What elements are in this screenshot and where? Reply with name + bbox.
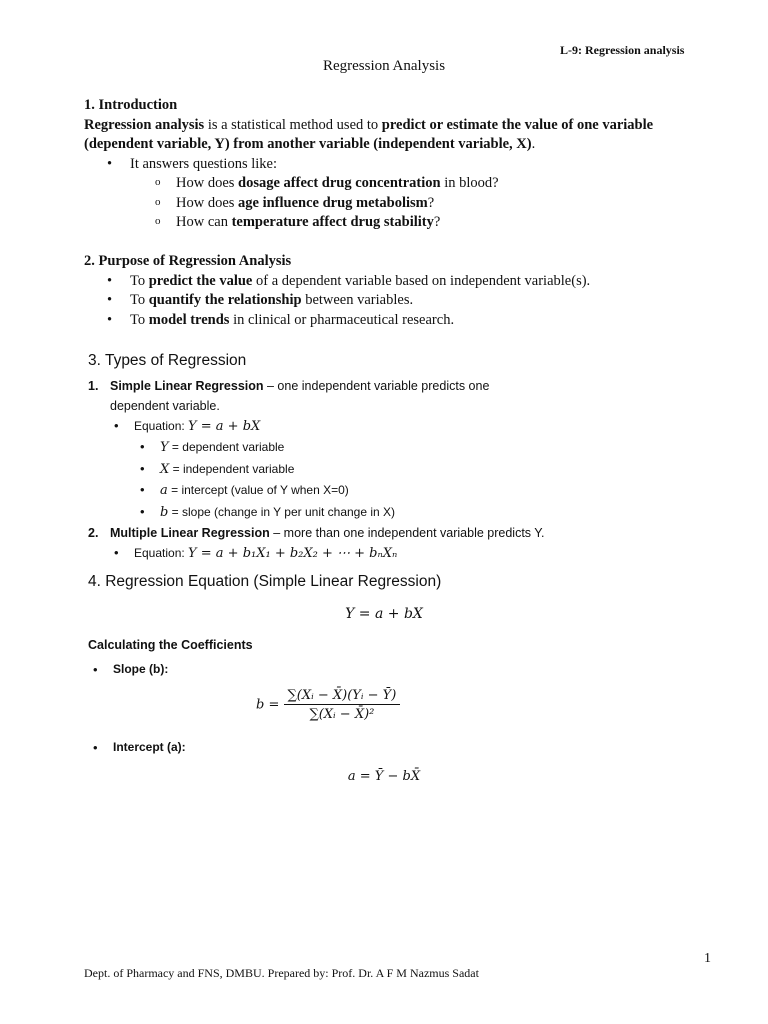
def-symbol: X (160, 461, 170, 477)
simple-regression-title: Simple Linear Regression (110, 379, 264, 393)
question-item (84, 213, 724, 233)
item-number: 2. (88, 526, 99, 540)
def-symbol: b (160, 504, 169, 520)
def-text: = independent variable (169, 461, 295, 476)
question-bold: age influence drug metabolism (238, 194, 428, 211)
question-post: ? (427, 194, 435, 211)
slope-bullet (93, 662, 169, 677)
slope-denominator: ∑(Xᵢ − X̄)² (309, 707, 375, 722)
intro-period: . (531, 136, 536, 152)
question-pre: How can (176, 214, 232, 230)
equation-label: Equation: (134, 546, 189, 560)
introduction-section (84, 96, 724, 233)
def-symbol: Y (160, 440, 169, 455)
simple-regression-item (88, 376, 550, 416)
bullet-dot: • (93, 662, 98, 677)
purpose-post: in clinical or pharmaceutical research. (229, 311, 455, 328)
def-symbol: a (160, 483, 168, 498)
definition-item (88, 502, 688, 524)
equation-heading: 4. Regression Equation (Simple Linear Regression) (88, 573, 442, 590)
definition-item (88, 437, 688, 459)
def-text: = intercept (value of Y when X=0) (167, 483, 349, 497)
equation-section (88, 573, 688, 591)
purpose-heading: 2. Purpose of Regression Analysis (84, 253, 292, 269)
slope-lhs: b = (256, 697, 280, 713)
purpose-bold: quantify the relationship (148, 292, 302, 308)
page-number: 1 (704, 951, 711, 966)
multiple-regression-desc: – more than one independent variable predicts Y. (269, 526, 545, 540)
question-item (84, 194, 724, 214)
types-heading: 3. Types of Regression (88, 352, 247, 369)
slope-fraction (284, 688, 401, 722)
purpose-section (84, 252, 724, 330)
multiple-equation (88, 543, 688, 564)
simple-regression-desc: – one independent variable predicts one dependent variable. (110, 379, 490, 413)
types-section (88, 352, 688, 564)
intro-bullet: • It answers questions like: (84, 155, 724, 175)
simple-equation (88, 416, 688, 437)
slope-label: Slope (b): (113, 662, 169, 676)
intercept-label: Intercept (a): (113, 740, 186, 754)
introduction-heading: 1. Introduction (84, 97, 178, 113)
purpose-item (84, 291, 724, 311)
question-pre: How does (176, 194, 239, 211)
def-text: = dependent variable (168, 440, 285, 454)
question-post: in blood? (440, 175, 499, 191)
bullet-dot: • (93, 740, 98, 755)
purpose-post: between variables. (301, 292, 414, 308)
purpose-list (84, 272, 724, 331)
question-item (84, 174, 724, 194)
intercept-formula: a = Ȳ − bX̄ (347, 769, 421, 784)
equation-math: Y = a + bX (188, 419, 261, 434)
intro-bullet-list (84, 155, 724, 233)
slope-numerator: ∑(Xᵢ − X̄)(Yᵢ − Ȳ) (284, 688, 401, 705)
purpose-bold: predict the value (148, 272, 253, 289)
def-text: = slope (change in Y per unit change in X) (168, 504, 396, 519)
main-equation: Y = a + bX (345, 606, 423, 622)
intro-bold-term: Regression analysis (84, 116, 205, 133)
intercept-bullet (93, 740, 186, 755)
footer-text: Dept. of Pharmacy and FNS, DMBU. Prepared by: Prof. Dr. A F M Nazmus Sadat (84, 966, 479, 980)
question-pre: How does (176, 175, 239, 191)
purpose-item (84, 272, 724, 292)
purpose-bold: model trends (148, 311, 230, 328)
definition-item (88, 459, 688, 481)
multiple-regression-item (88, 523, 688, 543)
purpose-pre: To (130, 311, 149, 328)
intro-bold-definition: predict or estimate the value of one variable (dependent variable, Y) from another variable (independent variable, X) (84, 116, 654, 152)
lecture-tag: L-9: Regression analysis (560, 43, 685, 57)
multiple-regression-title: Multiple Linear Regression (110, 526, 270, 540)
slope-formula (256, 688, 400, 722)
calc-title: Calculating the Coefficients (88, 638, 253, 652)
question-post: ? (433, 214, 441, 230)
intro-text: is a statistical method used to (204, 116, 382, 133)
purpose-pre: To (130, 272, 149, 289)
equation-math: Y = a + b₁X₁ + b₂X₂ + ⋯ + bₙXₙ (188, 546, 398, 561)
purpose-pre: To (130, 292, 149, 308)
equation-label: Equation: (134, 419, 189, 433)
item-number: 1. (88, 379, 99, 393)
definition-item (88, 480, 688, 502)
introduction-paragraph (84, 116, 724, 155)
purpose-post: of a dependent variable based on independent variable(s). (252, 272, 591, 289)
purpose-item (84, 311, 724, 331)
document-title: Regression Analysis (322, 58, 446, 74)
question-bold: dosage affect drug concentration (238, 175, 441, 191)
question-bold: temperature affect drug stability (231, 214, 434, 230)
